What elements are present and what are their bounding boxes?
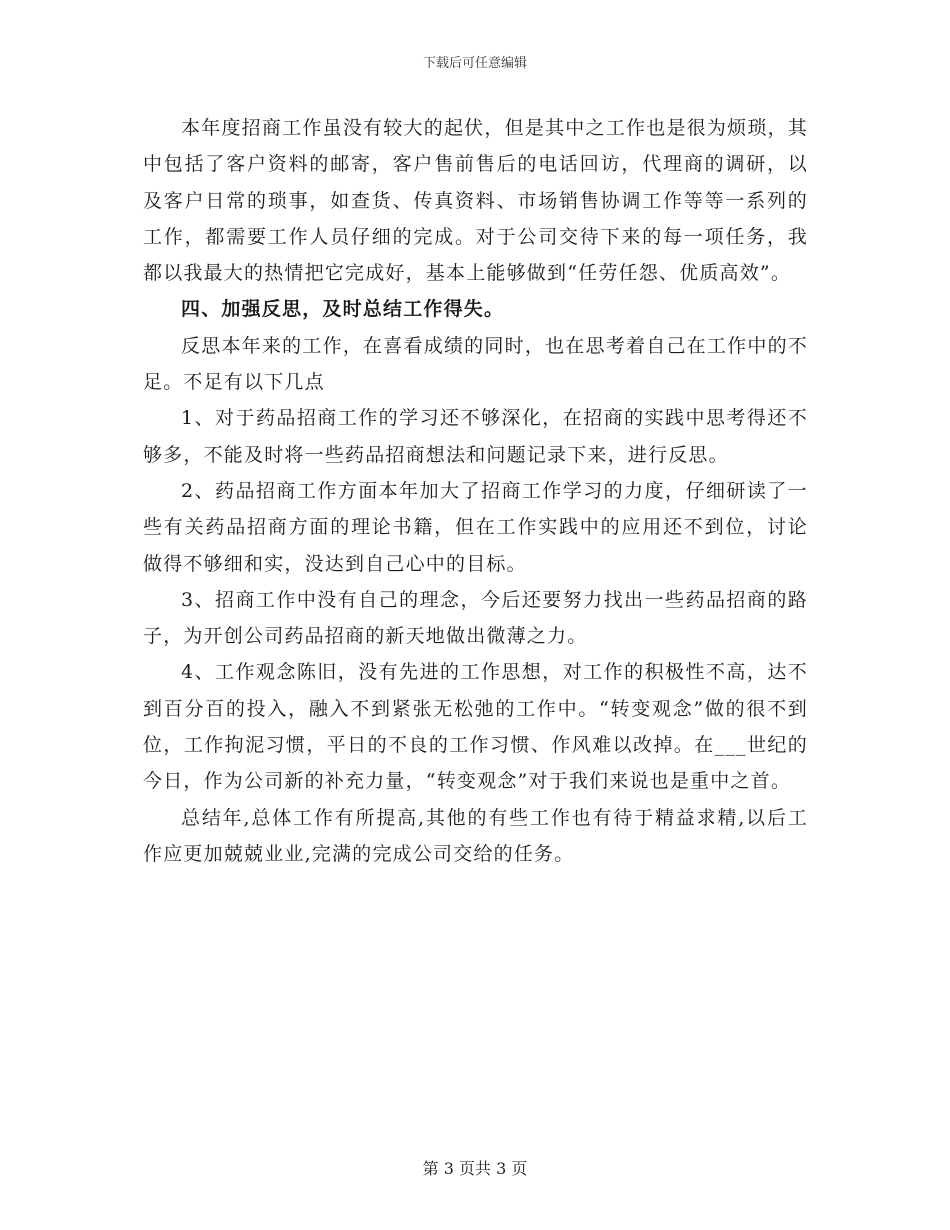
paragraph-shortcoming-2: 2、药品招商工作方面本年加大了招商工作学习的力度，仔细研读了一些有关药品招商方面的理论书籍，但在工作实践中的应用还不到位，讨论做得不够细和实，没达到自己心中的目标。	[143, 479, 808, 575]
page-header: 下载后可任意编辑	[422, 56, 527, 71]
page-number: 第 3 页共 3 页	[422, 1159, 528, 1178]
paragraph-shortcoming-1: 1、对于药品招商工作的学习还不够深化，在招商的实践中思考得还不够多，不能及时将一些药品招商想法和问题记录下来，进行反思。	[143, 407, 808, 466]
paragraph-reflection-intro: 反思本年来的工作，在喜看成绩的同时，也在思考着自己在工作中的不足。不足有以下几点	[143, 334, 808, 394]
document-body	[143, 110, 808, 872]
paragraph-shortcoming-3: 3、招商工作中没有自己的理念，今后还要努力找出一些药品招商的路子，为开创公司药品招商的新天地做出微薄之力。	[143, 588, 808, 648]
paragraph-duties: 本年度招商工作虽没有较大的起伏，但是其中之工作也是很为烦琐，其中包括了客户资料的邮寄，客户售前售后的电话回访，代理商的调研，以及客户日常的琐事，如查货、传真资料、市场销售协调工作等等一系列的工作，都需要工作人员仔细的完成。对于公司交待下来的每一项任务，我都以我最大的热情把它完成好，基本上能够做到“任劳任怨、优质高效”。	[143, 117, 808, 285]
paragraph-conclusion: 总结年,总体工作有所提高,其他的有些工作也有待于精益求精,以后工作应更加兢兢业业,完满的完成公司交给的任务。	[143, 806, 808, 865]
section-heading-reflection: 四、加强反思，及时总结工作得失。	[181, 298, 505, 321]
paragraph-shortcoming-4: 4、工作观念陈旧，没有先进的工作思想，对工作的积极性不高，达不到百分百的投入，融入不到紧张无松弛的工作中。“转变观念”做的很不到位，工作拘泥习惯，平日的不良的工作习惯、作风难以改掉。在___世纪的今日，作为公司新的补充力量，“转变观念”对于我们来说也是重中之首。	[143, 661, 808, 793]
